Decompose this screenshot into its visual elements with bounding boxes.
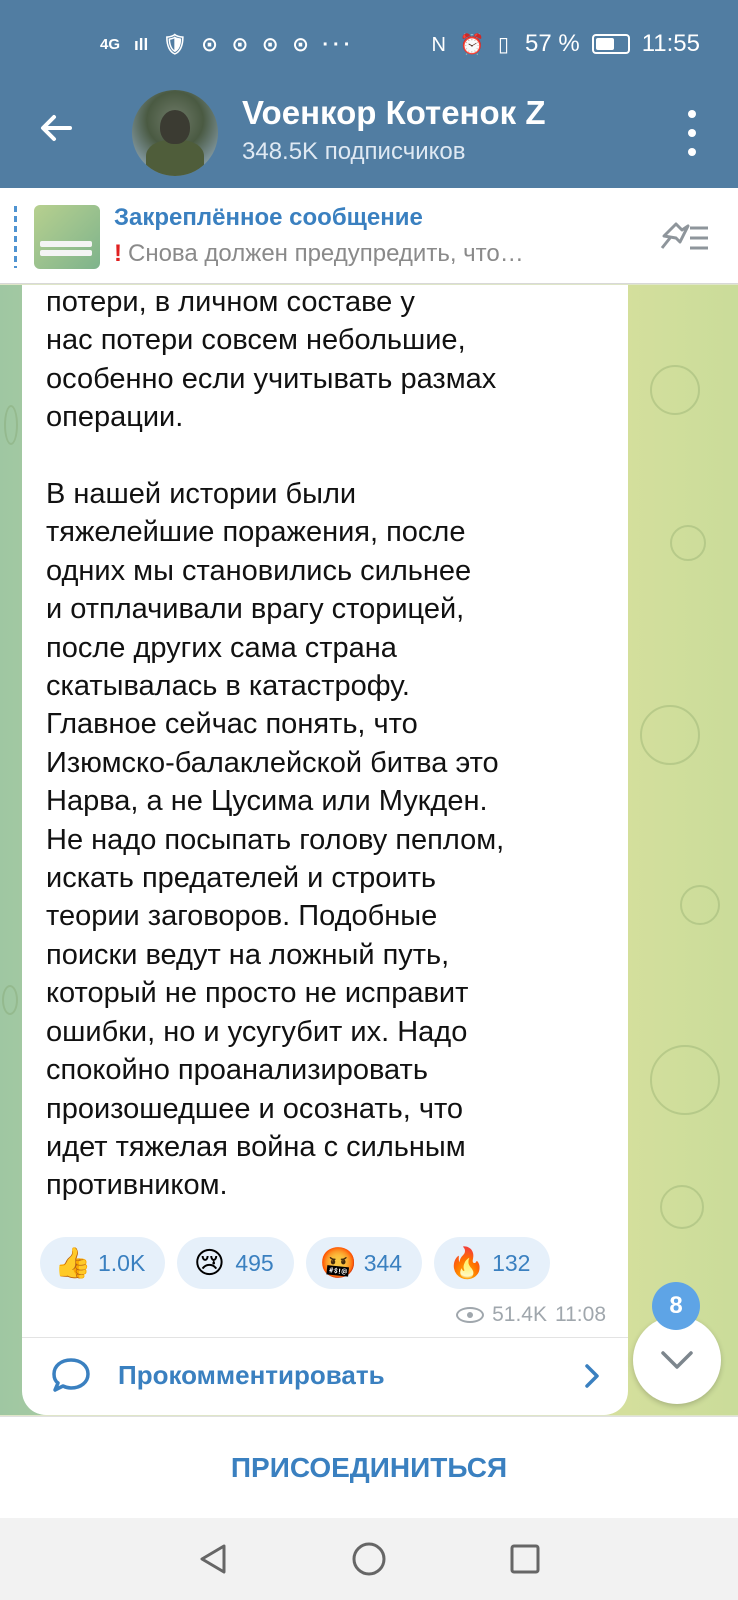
reaction-count: 495 xyxy=(235,1249,274,1276)
chevron-down-icon xyxy=(659,1348,695,1372)
message-bubble xyxy=(22,285,628,1415)
more-options-icon[interactable] xyxy=(686,110,698,156)
system-icons: N ⏰ ▯ xyxy=(431,33,514,56)
message-line: потери, в личном составе у xyxy=(46,286,415,318)
battery-icon xyxy=(592,34,630,54)
unread-badge: 8 xyxy=(652,1282,700,1330)
clock: 11:55 xyxy=(641,30,700,57)
message-line: после других сама страна xyxy=(46,631,397,664)
message-line: идет тяжелая война с сильным xyxy=(46,1130,466,1163)
message-line: скатывалась в катастрофу. xyxy=(46,670,410,703)
message-text xyxy=(46,283,606,1205)
status-bar xyxy=(0,0,738,90)
reaction-swearing[interactable] xyxy=(306,1237,422,1289)
comment-bubble-icon xyxy=(50,1356,92,1394)
fire-icon: 🔥 xyxy=(448,1246,486,1280)
reaction-count: 132 xyxy=(492,1249,531,1276)
comment-label: Прокомментировать xyxy=(118,1360,385,1390)
message-line: ошибки, но и усугубит их. Надо xyxy=(46,1015,468,1048)
chevron-right-icon xyxy=(582,1362,602,1390)
pinned-list-icon[interactable] xyxy=(658,216,710,256)
signal-icon: ıll xyxy=(134,34,149,54)
back-arrow-icon[interactable] xyxy=(36,108,76,148)
message-meta xyxy=(456,1303,606,1327)
network-type: 4G xyxy=(100,36,121,53)
pinned-thumbnail xyxy=(34,205,100,269)
cursing-face-icon: 🤬 xyxy=(319,1246,358,1280)
message-line: нас потери совсем небольшие, xyxy=(46,324,466,357)
reaction-crying[interactable] xyxy=(177,1237,293,1289)
avatar-body-shape xyxy=(146,140,204,176)
reaction-count: 1.0K xyxy=(98,1249,146,1276)
pinned-indicator xyxy=(14,206,17,268)
message-line: теории заговоров. Подобные xyxy=(46,900,438,933)
message-line: тяжелейшие поражения, после xyxy=(46,516,466,549)
message-line: одних мы становились сильнее xyxy=(46,554,472,587)
message-line: искать предателей и строить xyxy=(46,862,437,895)
message-line: противником. xyxy=(46,1169,228,1202)
crying-face-icon: 😢 xyxy=(193,1246,225,1280)
message-line: спокойно проанализировать xyxy=(46,1054,428,1087)
subscriber-count: 348.5K подписчиков xyxy=(242,138,466,165)
reactions-row xyxy=(40,1237,550,1289)
message-line: В нашей истории были xyxy=(46,478,357,511)
message-line: операции. xyxy=(46,401,184,434)
eye-icon xyxy=(456,1307,484,1323)
channel-avatar[interactable] xyxy=(132,90,218,176)
pinned-message-bar[interactable] xyxy=(0,188,738,284)
battery-percent: 57 % xyxy=(525,30,580,57)
message-line: Главное сейчас понять, что xyxy=(46,708,418,741)
pinned-preview xyxy=(114,240,634,268)
comment-button[interactable] xyxy=(22,1338,628,1413)
message-line: и отплачивали врагу сторицей, xyxy=(46,593,465,626)
message-line: Не надо посыпать голову пеплом, xyxy=(46,823,505,856)
message-line: поиски ведут на ложный путь, xyxy=(46,938,450,971)
message-line: который не просто не исправит xyxy=(46,977,469,1010)
nav-home-icon[interactable] xyxy=(350,1540,388,1578)
message-line: особенно если учитывать размах xyxy=(46,362,497,395)
exclamation-icon: ! xyxy=(114,240,122,267)
message-line: произошедшее и осознать, что xyxy=(46,1092,464,1125)
status-right xyxy=(432,30,700,58)
channel-title[interactable]: Voенкор Котенок Z xyxy=(242,94,546,131)
join-button[interactable]: ПРИСОЕДИНИТЬСЯ xyxy=(230,1452,508,1483)
system-nav-bar xyxy=(0,1518,738,1600)
notification-icons: 🛡 ⊙ ⊙ ⊙ ⊙ ··· xyxy=(162,34,355,56)
chat-header xyxy=(0,90,738,188)
message-line: Нарва, а не Цусима или Мукден. xyxy=(46,785,488,818)
reaction-count: 344 xyxy=(363,1249,403,1276)
nav-back-icon[interactable] xyxy=(196,1542,230,1576)
pinned-preview-text: Снова должен предупредить, что… xyxy=(128,240,524,267)
pinned-title: Закреплённое сообщение xyxy=(114,204,423,231)
join-bar xyxy=(0,1416,738,1518)
view-count: 51.4K xyxy=(492,1303,547,1326)
thumbs-up-icon: 👍 xyxy=(54,1246,92,1280)
nav-recents-icon[interactable] xyxy=(508,1542,542,1576)
message-time: 11:08 xyxy=(555,1303,606,1326)
avatar-head-shape xyxy=(160,110,190,144)
message-line: Изюмско-балаклейской битва это xyxy=(46,746,499,779)
reaction-fire[interactable] xyxy=(434,1237,550,1289)
status-left xyxy=(100,32,354,57)
reaction-thumbs-up[interactable] xyxy=(40,1237,165,1289)
